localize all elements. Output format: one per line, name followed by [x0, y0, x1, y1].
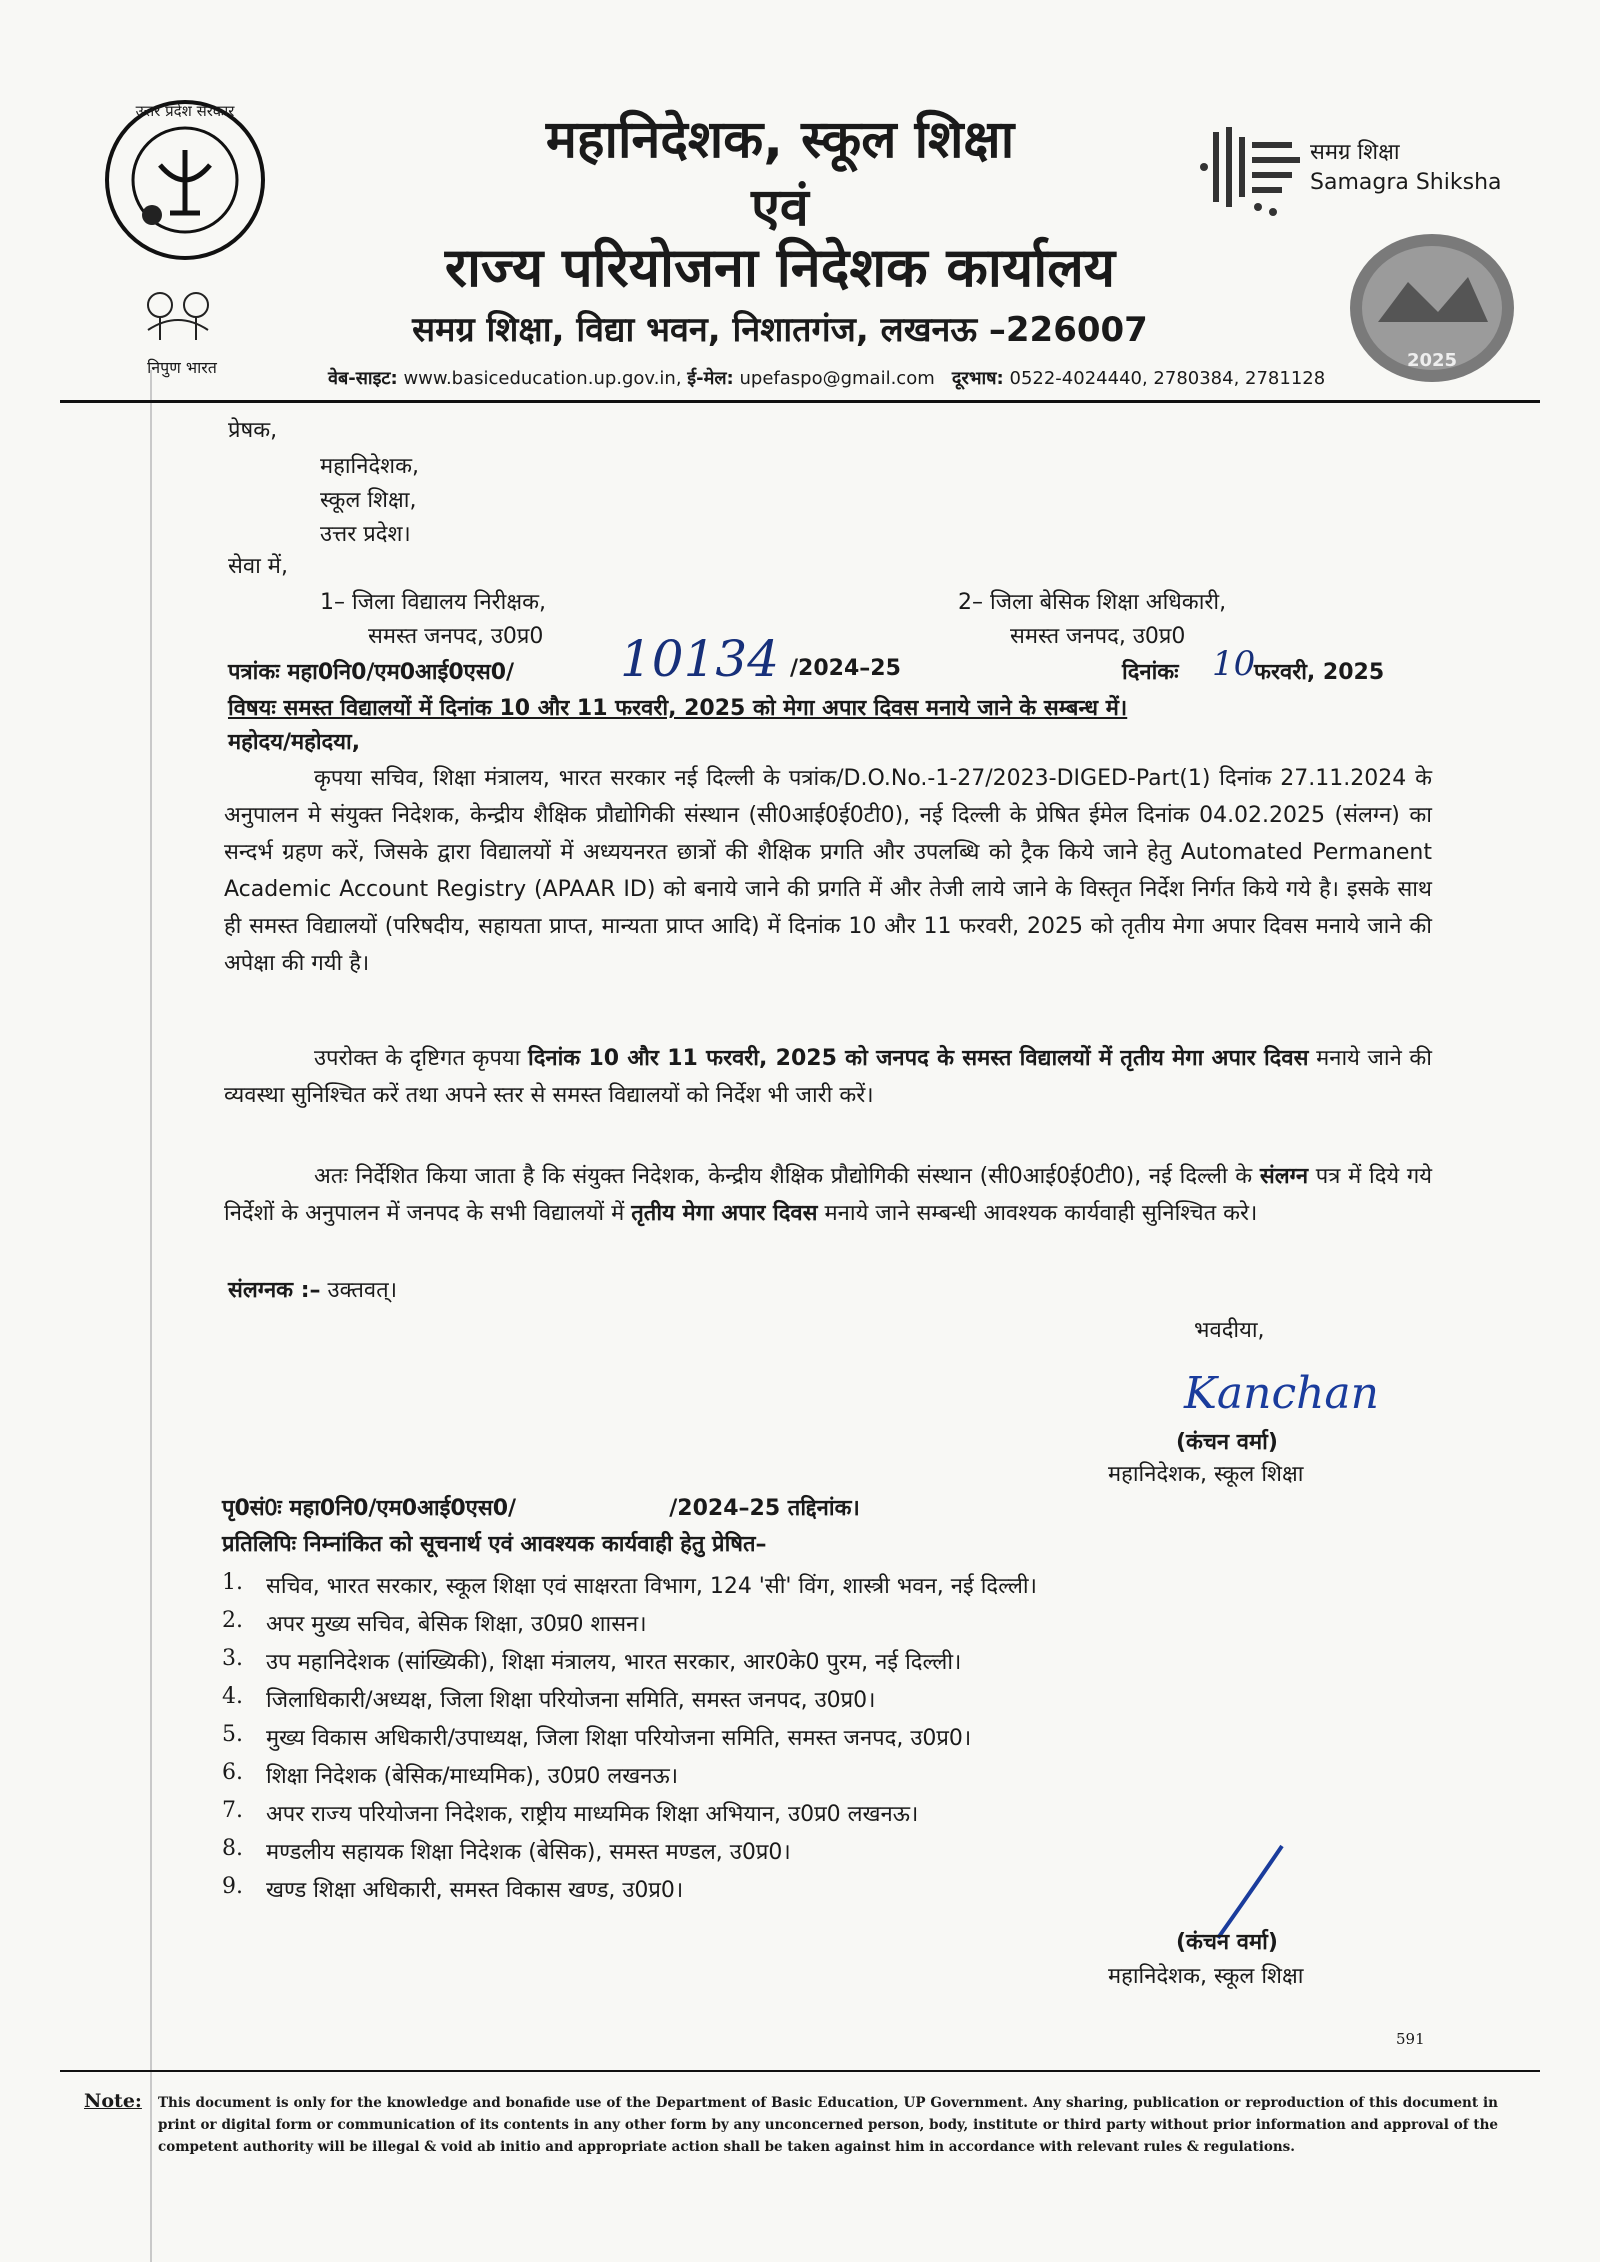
note-label: Note: — [84, 2090, 142, 2112]
recipient-right-line1: 2– जिला बेसिक शिक्षा अधिकारी, — [958, 590, 1227, 615]
signatory2-name: (कंचन वर्मा) — [1176, 1930, 1278, 1955]
paragraph-3-end: मनाये जाने सम्बन्धी आवश्यक कार्यवाही सुनिश्चित करे। — [824, 1201, 1258, 1226]
samagra-hindi-label: समग्र शिक्षा — [1310, 140, 1400, 165]
signatory2-title: महानिदेशक, स्कूल शिक्षा — [1108, 1964, 1304, 1989]
date-month-year: फरवरी, 2025 — [1254, 660, 1385, 685]
copy-reference: पृ0सं0ः महा0नि0/एम0आई0एस0/ /2024–25 तद्दिनांक। — [222, 1496, 860, 1521]
scan-margin-line — [150, 370, 152, 2262]
phone-numbers: 0522-4024440, 2780384, 2781128 — [1009, 368, 1326, 389]
paragraph-3-mid: पत्र में दिये गये निर्देशों के अनुपालन में जनपद के सभी विद्यालयों में — [224, 1164, 1433, 1226]
letterhead-address: समग्र शिक्षा, विद्या भवन, निशातगंज, लखनऊ –226007 — [412, 310, 1148, 350]
sender-line-1: महानिदेशक, — [320, 454, 419, 479]
letter-number-prefix: पत्रांकः महा0नि0/एम0आई0एस0/ — [228, 660, 515, 685]
sender-line-2: स्कूल शिक्षा, — [320, 488, 417, 513]
enclosure-line — [228, 1274, 397, 1304]
body-paragraph-3 — [224, 1158, 1432, 1232]
paragraph-3-bold-event: तृतीय मेगा अपार दिवस — [631, 1201, 818, 1226]
signatory-name: (कंचन वर्मा) — [1176, 1430, 1278, 1455]
paragraph-1-text: कृपया सचिव, शिक्षा मंत्रालय, भारत सरकार नई दिल्ली के पत्रांक/D.O.No.-1-27/2023-DIGED-Part(1) दिनांक 27.11.2024 के अनुपालन मे संयुक्त निदेशक, केन्द्रीय शैक्षिक प्रौद्योगिकी संस्थान (सी0आई0ई0टी0), नई दिल्ली के प्रेषित ईमेल दिनांक 04.02.2025 (संलग्न) का सन्दर्भ ग्रहण करें, जिसके द्वारा विद्यालयों में अध्ययनरत छात्रों की शैक्षिक प्रगति और उपलब्धि को ट्रैक किये जाने हेतु Automated Permanent Academic Account Registry (APAAR ID) को बनाये जाने की प्रगति में और तेजी लाये जाने के विस्तृत निर्देश निर्गत किये गये है। इसके साथ ही समस्त विद्यालयों (परिषदीय, सहायता प्राप्त, मान्यता प्राप्त आदि) में दिनांक 10 और 11 फरवरी, 2025 को तृतीय मेगा अपार दिवस मनाये जाने की अपेक्षा की गयी है। — [224, 766, 1432, 976]
paragraph-2-end: मनाये जाने की व्यवस्था सुनिश्चित करें तथा अपने स्तर से समस्त विद्यालयों को निर्देश भी जारी करें। — [224, 1046, 1433, 1108]
letter-subject: विषयः समस्त विद्यालयों में दिनांक 10 और 11 फरवरी, 2025 को मेगा अपार दिवस मनाये जाने के सम्बन्ध में। — [228, 696, 1128, 721]
mega-apaar-seal — [1348, 232, 1516, 384]
nipun-bharat-label: निपुण भारत — [147, 358, 217, 377]
enclosure-label: संलग्नक :– — [228, 1278, 321, 1303]
paragraph-2-start: उपरोक्त के दृष्टिगत कृपया — [314, 1046, 521, 1071]
paragraph-3-start: अतः निर्देशित किया जाता है कि संयुक्त निदेशक, केन्द्रीय शैक्षिक प्रौद्योगिकी संस्थान (सी0आई0ई0टी0), नई दिल्ली के — [314, 1164, 1253, 1189]
enclosure-value: उक्तवत्। — [327, 1278, 398, 1303]
paragraph-2-bold: दिनांक 10 और 11 फरवरी, 2025 को जनपद के समस्त विद्यालयों में तृतीय मेगा अपार दिवस — [528, 1046, 1309, 1071]
footer-rule — [60, 2070, 1540, 2072]
letterhead-rule — [60, 400, 1540, 403]
body-paragraph-2 — [224, 1040, 1432, 1114]
copy-heading: प्रतिलिपिः निम्नांकित को सूचनार्थ एवं आवश्यक कार्यवाही हेतु प्रेषित– — [222, 1532, 767, 1557]
letter-year: /2024–25 — [790, 656, 901, 681]
signatory-title: महानिदेशक, स्कूल शिक्षा — [1108, 1462, 1304, 1487]
letterhead-title-line2: एवं — [751, 178, 809, 238]
sender-line-3: उत्तर प्रदेश। — [320, 522, 411, 547]
samagra-english-label: Samagra Shiksha — [1310, 170, 1502, 195]
note-text: This document is only for the knowledge and bonafide use of the Department of Basic Education, UP Government. Any sharing, publication or reproduction of this document in print or digital form or communication of its contents in any other form by any unconcerned person, body, institute or third party without prior information and approval of the competent authority will be illegal & void ab initio and appropriate action shall be taken against him in accordance with relevant rules & regulations. — [158, 2095, 1498, 2155]
emblem-text: उत्तर प्रदेश सरकार — [135, 102, 235, 120]
recipient-left-line2: समस्त जनपद, उ0प्र0 — [368, 624, 544, 649]
up-government-emblem — [100, 95, 270, 265]
recipient-left-line1: 1– जिला विद्यालय निरीक्षक, — [320, 590, 547, 615]
nipun-bharat-logo — [118, 285, 238, 345]
paragraph-3-bold-attachment: संलग्न — [1259, 1164, 1309, 1189]
recipients-label: सेवा में, — [228, 554, 288, 579]
contact-line — [328, 366, 1358, 390]
signature: Kanchan — [1184, 1368, 1379, 1419]
seal-year: 2025 — [1406, 350, 1458, 371]
body-paragraph-1 — [224, 760, 1432, 982]
email-label: ई-मेल: — [687, 368, 734, 389]
handwritten-date-day: 10 — [1212, 644, 1256, 684]
closing: भवदीया, — [1194, 1318, 1265, 1343]
salutation: महोदय/महोदया, — [228, 730, 361, 755]
phone-label: दूरभाष: — [951, 368, 1004, 389]
website-link[interactable]: www.basiceducation.up.gov.in, — [403, 368, 682, 389]
email-link[interactable]: upefaspo@gmail.com — [739, 368, 935, 389]
letterhead-title-line1: महानिदेशक, स्कूल शिक्षा — [545, 110, 1015, 170]
letterhead-title-line3: राज्य परियोजना निदेशक कार्यालय — [444, 236, 1116, 299]
recipient-right-line2: समस्त जनपद, उ0प्र0 — [1010, 624, 1186, 649]
page-number: 591 — [1396, 2030, 1425, 2048]
handwritten-letter-number: 10134 — [620, 630, 780, 688]
sender-label: प्रेषक, — [228, 418, 278, 443]
samagra-shiksha-logo-icon — [1198, 122, 1308, 222]
date-label: दिनांकः — [1122, 660, 1179, 685]
website-label: वेब-साइट: — [328, 368, 398, 389]
